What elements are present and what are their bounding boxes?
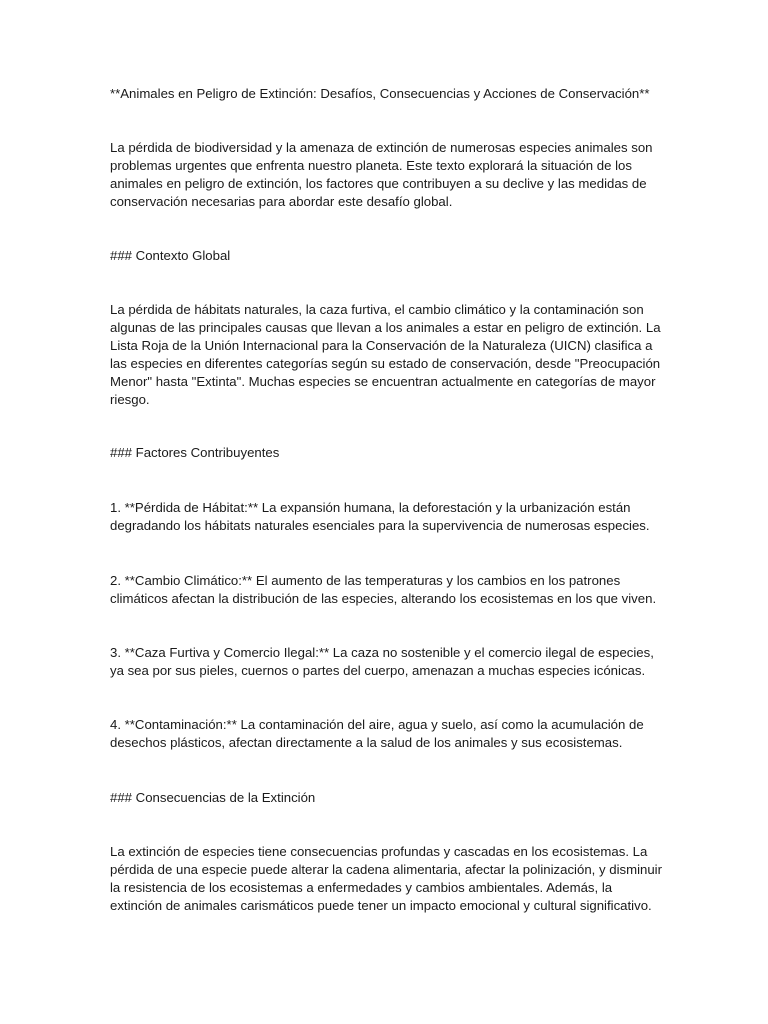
consequences-paragraph: La extinción de especies tiene consecuencias profundas y cascadas en los ecosistemas. La pérdida de una especie puede alterar la cadena alimentaria, afectar la polinización, y disminuir la resistencia de los ecosistemas a enfermedades y cambios ambientales. Además, la extinción de animales carismáticos puede tener un impacto emocional y cultural significativo.: [110, 844, 663, 913]
factor-item-pollution: 4. **Contaminación:** La contaminación del aire, agua y suelo, así como la acumulación de desechos plásticos, afectan directamente a la salud de los animales y sus ecosistemas.: [110, 717, 644, 750]
section-heading-consequences: ### Consecuencias de la Extinción: [110, 790, 316, 805]
section-heading-contributing-factors: ### Factores Contribuyentes: [110, 445, 280, 460]
factor-item-poaching: 3. **Caza Furtiva y Comercio Ilegal:** La caza no sostenible y el comercio ilegal de especies, ya sea por sus pieles, cuernos o partes del cuerpo, amenazan a muchas especies icónicas.: [110, 645, 654, 678]
intro-paragraph: La pérdida de biodiversidad y la amenaza de extinción de numerosas especies animales son problemas urgentes que enfrenta nuestro planeta. Este texto explorará la situación de los animales en peligro de extinción, los factores que contribuyen a su declive y las medidas de conservación necesarias para abordar este desafío global.: [110, 140, 653, 209]
factor-item-climate-change: 2. **Cambio Climático:** El aumento de las temperaturas y los cambios en los patrones climáticos afectan la distribución de las especies, alterando los ecosistemas en los que viven.: [110, 573, 657, 606]
section-heading-global-context: ### Contexto Global: [110, 248, 231, 263]
document-title: **Animales en Peligro de Extinción: Desafíos, Consecuencias y Acciones de Conservación**: [110, 86, 650, 101]
factor-item-habitat-loss: 1. **Pérdida de Hábitat:** La expansión humana, la deforestación y la urbanización están degradando los hábitats naturales esenciales para la supervivencia de numerosas especies.: [110, 500, 650, 533]
global-context-paragraph: La pérdida de hábitats naturales, la caza furtiva, el cambio climático y la contaminación son algunas de las principales causas que llevan a los animales a estar en peligro de extinción. La Lista Roja de la Unión Internacional para la Conservación de la Naturaleza (UICN) clasifica a las especies en diferentes categorías según su estado de conservación, desde "Preocupación Menor" hasta "Extinta". Muchas especies se encuentran actualmente en categorías de mayor riesgo.: [110, 302, 661, 407]
